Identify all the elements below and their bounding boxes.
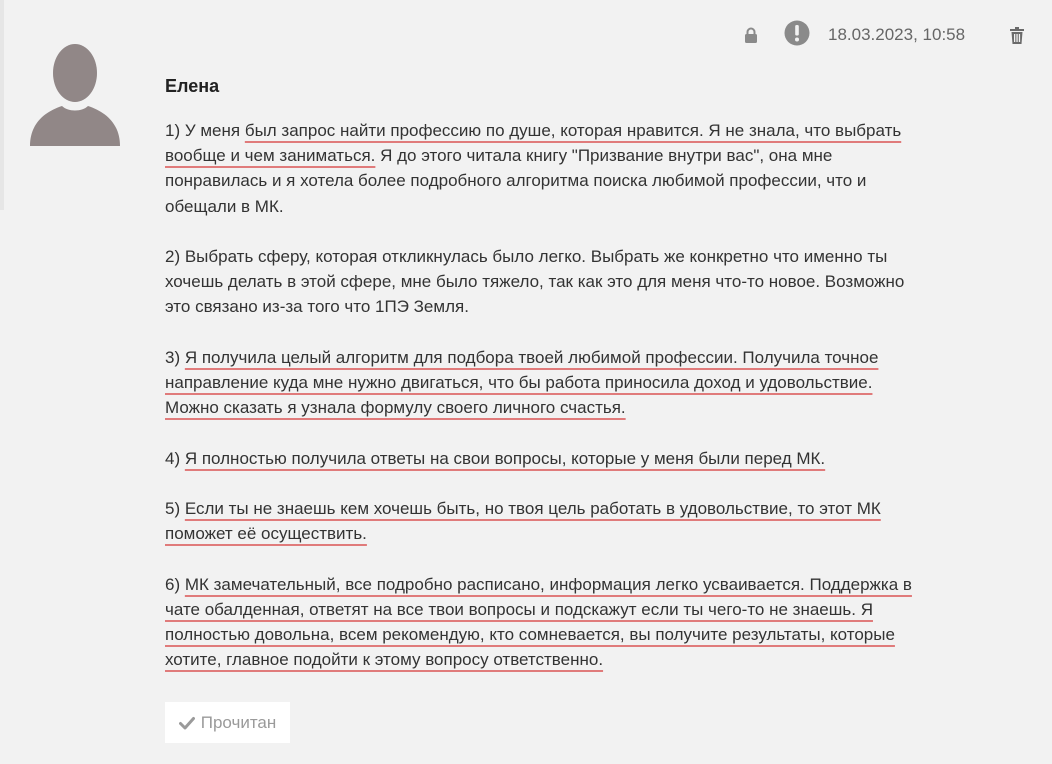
post-date: 18.03.2023, 10:58 xyxy=(828,25,966,44)
check-icon xyxy=(179,716,195,730)
paragraph-4 xyxy=(165,446,925,471)
trash-icon[interactable] xyxy=(1010,27,1024,44)
mark-read-button[interactable] xyxy=(165,702,290,743)
exclamation-circle-icon[interactable] xyxy=(784,20,810,46)
paragraph-text: 4) xyxy=(165,448,185,468)
author-name: Елена xyxy=(165,76,220,96)
paragraph-text: 1) У меня xyxy=(165,121,245,140)
highlighted-text: Я получила целый алгоритм для подбора твоей любимой профессии. Получила точное направление куда мне нужно двигаться, что бы работа приносила доход и удовольствие. Можно сказать я узнала формулу своего личного счастья. xyxy=(165,347,879,418)
highlighted-text: МК замечательный, все подробно расписано, информация легко усваивается. Поддержка в чате обалденная, ответят на все твои вопросы и подскажут если ты чего-то не знаешь. Я полностью довольна, всем рекомендую, кто сомневается, вы получите результаты, которые хотите, главное подойти к этому вопросу ответственно. xyxy=(165,574,912,670)
paragraph-6 xyxy=(165,572,925,673)
post-body xyxy=(165,118,925,698)
lock-icon[interactable] xyxy=(744,27,758,43)
paragraph-text: 6) xyxy=(165,574,185,594)
paragraph-text: 3) xyxy=(165,347,185,367)
paragraph-1 xyxy=(165,118,925,219)
paragraph-text: 5) xyxy=(165,498,185,518)
paragraph-3 xyxy=(165,345,925,421)
highlighted-text: Я полностью получила ответы на свои вопросы, которые у меня были перед МК. xyxy=(184,448,826,468)
highlighted-text: Если ты не знаешь кем хочешь быть, но твоя цель работать в удовольствие, то этот МК поможет её осуществить. xyxy=(165,498,881,544)
user-silhouette-icon xyxy=(28,42,122,148)
mark-read-label: Прочитан xyxy=(200,712,277,732)
paragraph-2 xyxy=(165,244,925,320)
highlighted-text: был запрос найти профессию по душе, которая нравится. Я не знала, что выбрать вообще и чем заниматься. xyxy=(165,121,902,166)
paragraph-text: Я до этого читала книгу "Призвание внутри вас", она мне понравилась и я хотела более подробного алгоритма поиска любимой профессии, что и обещали в МК. xyxy=(165,146,867,216)
paragraph-text: 2) Выбрать сферу, которая откликнулась было легко. Выбрать же конкретно что именно ты хочешь делать в этой сфере, мне было тяжело, так как это для меня что-то новое. Возможно это связано из-за того что 1ПЭ Земля. xyxy=(165,247,905,317)
paragraph-5 xyxy=(165,496,925,546)
left-edge-strip xyxy=(0,0,4,210)
